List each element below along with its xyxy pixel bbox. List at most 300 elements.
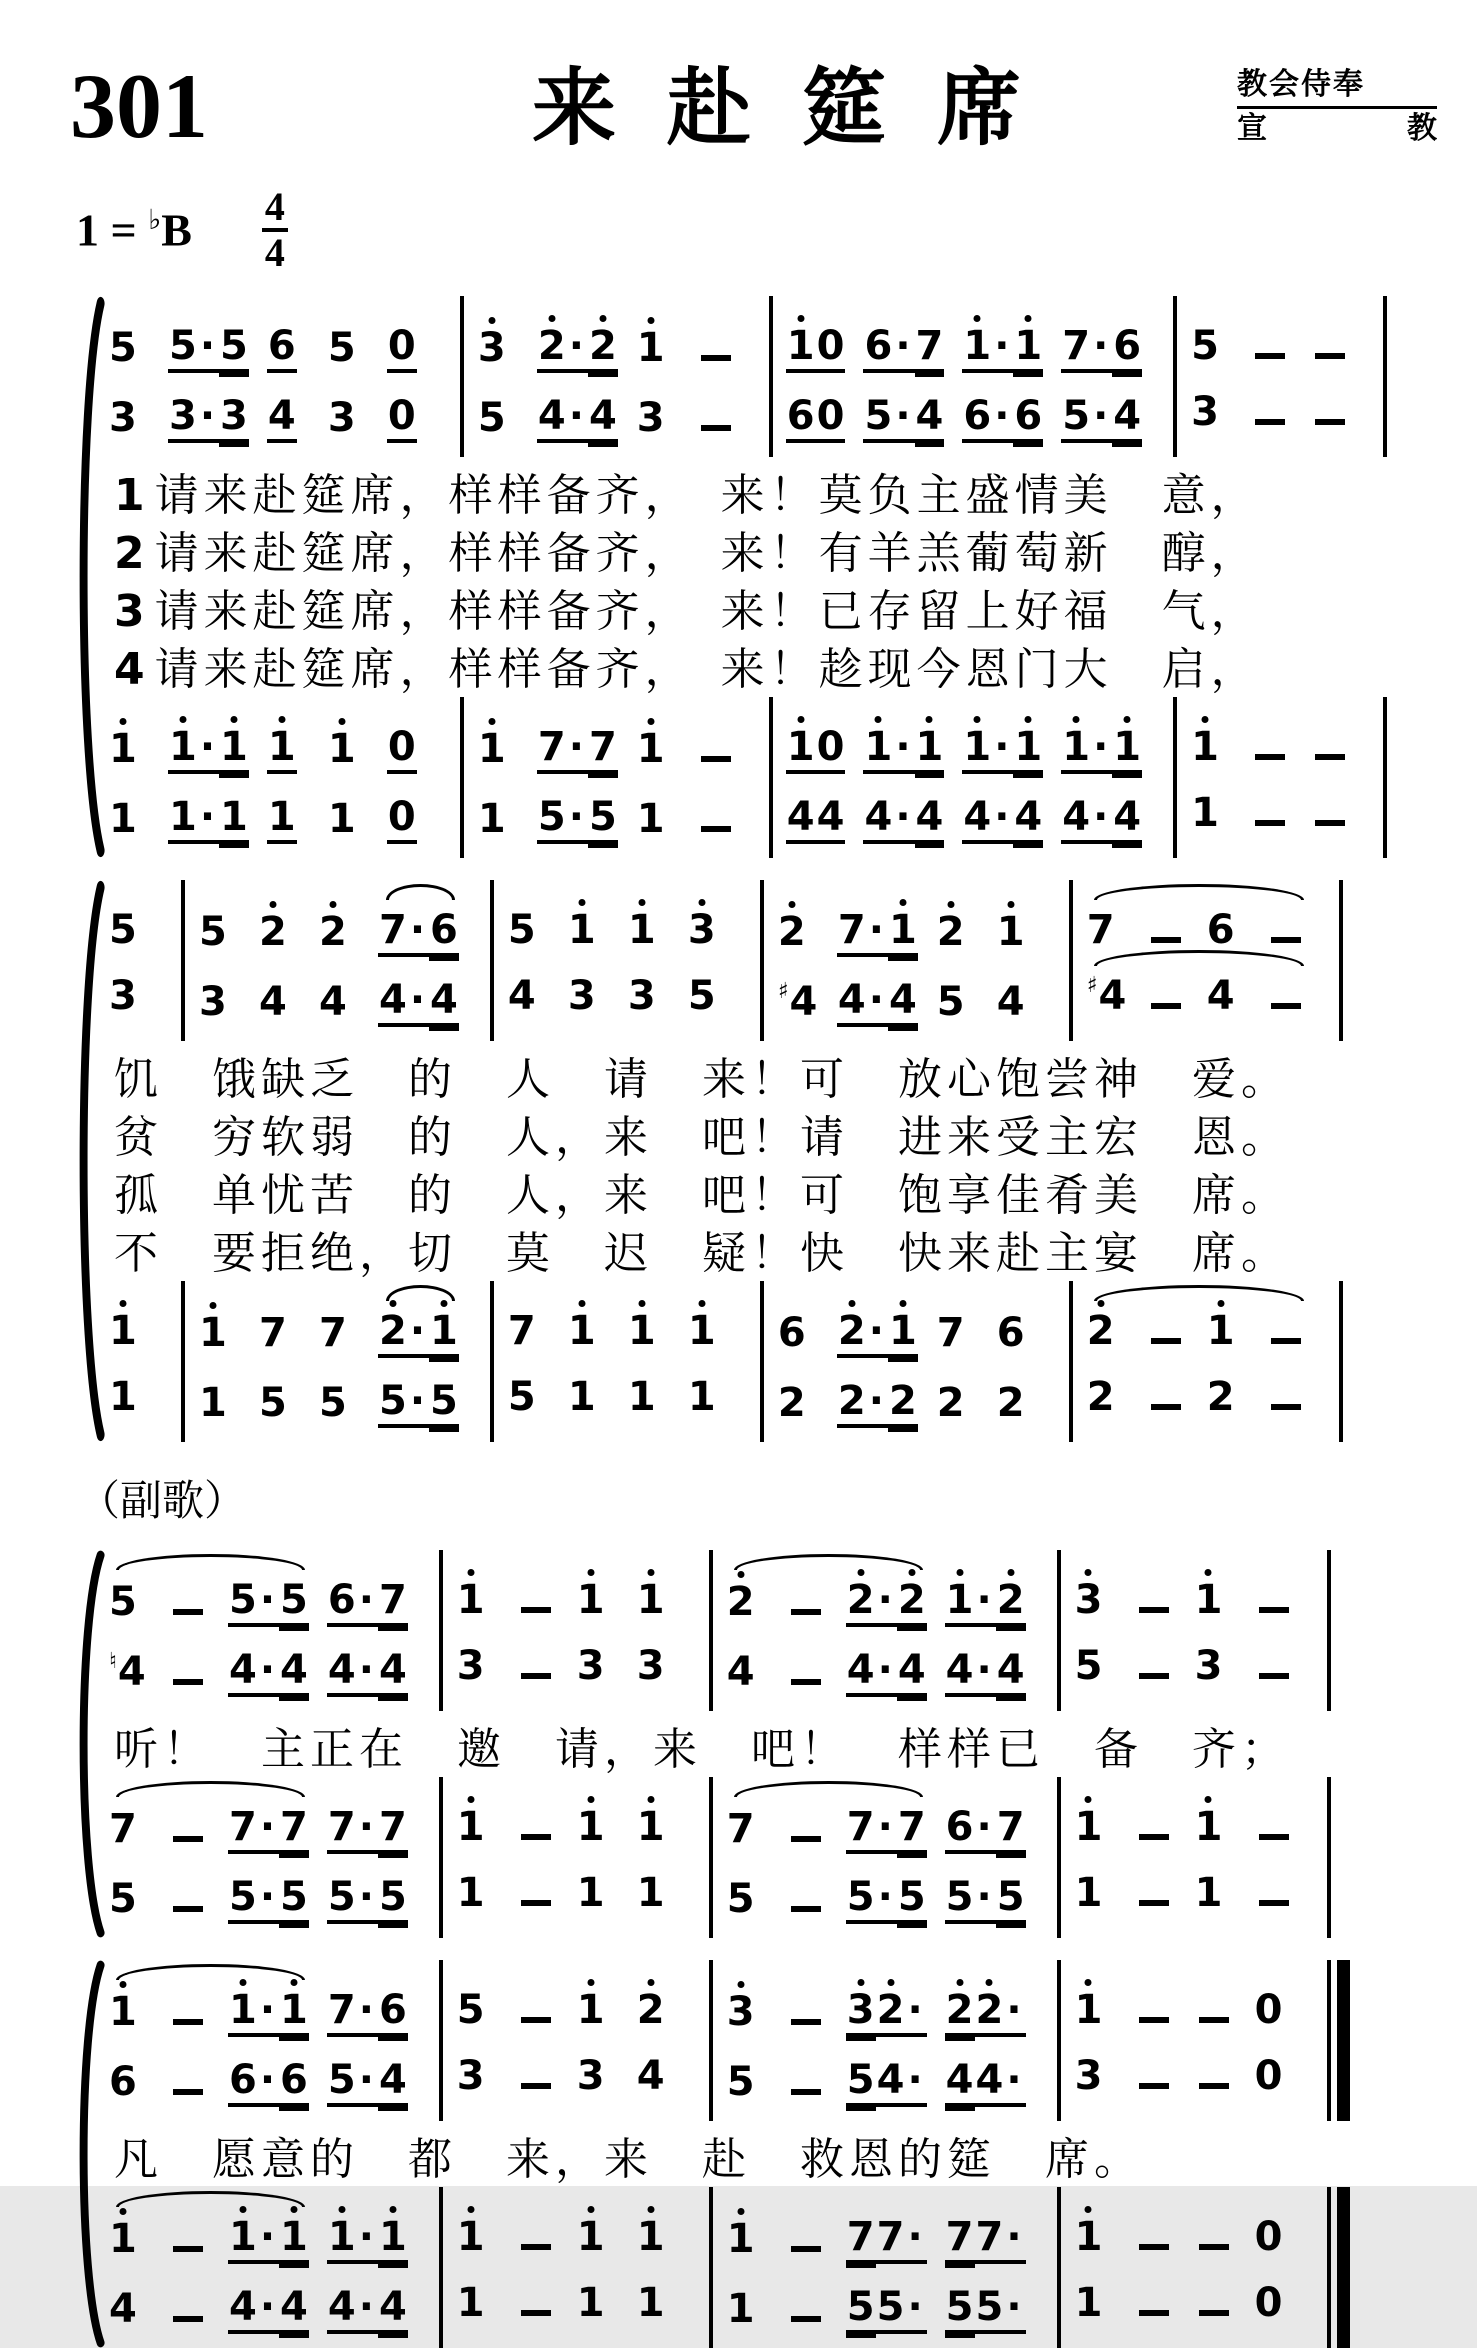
note-unit (726, 2286, 768, 2332)
alto-line (473, 387, 760, 457)
measure (782, 296, 1164, 457)
note-unit (516, 1577, 558, 1623)
note-digit: 2 (588, 323, 617, 369)
note-digit: 1 (627, 907, 656, 953)
note-unit (726, 1876, 768, 1922)
note-unit (786, 1649, 828, 1695)
note-token (588, 794, 618, 844)
note-digit: 1 (456, 1804, 485, 1850)
note-unit (945, 2214, 1026, 2264)
note-digit: 4 (109, 2286, 137, 2332)
note-digit: 1 (726, 2286, 755, 2332)
note-digit: 4 (229, 2284, 257, 2330)
note-digit: 1 (1194, 1577, 1223, 1623)
slur-arc (1086, 907, 1326, 953)
note-token (962, 323, 1013, 373)
note-digit: 1 (636, 2280, 665, 2326)
tenor-line (773, 1281, 1060, 1372)
staff-pair (104, 1960, 1437, 2121)
alto-line (104, 967, 172, 1033)
dash-extension (517, 2217, 555, 2257)
note-unit (1266, 907, 1308, 953)
note-token (267, 724, 297, 774)
dash-extension (169, 2219, 207, 2259)
note-digit: 1 (199, 1380, 227, 1426)
dash-bar (1315, 353, 1345, 359)
tenor-line (194, 1281, 481, 1372)
note-token (378, 1874, 408, 1924)
note-digit: 2 (996, 1577, 1025, 1623)
note-token (198, 979, 228, 1025)
note-token (168, 393, 219, 443)
note-token (228, 1577, 279, 1627)
dash-bar (521, 1607, 551, 1613)
note-token (279, 1647, 309, 1697)
note-unit (1194, 2280, 1236, 2326)
note-unit (636, 796, 678, 842)
note-token (996, 909, 1026, 955)
note-digit: 1 (1014, 323, 1043, 369)
lyrics-block (114, 2123, 1437, 2184)
note-token (786, 1876, 826, 1922)
dash-extension (1195, 2217, 1233, 2257)
note-token (996, 1577, 1026, 1627)
note-digit: 6 (280, 2057, 308, 2103)
dash-bar (173, 1836, 203, 1842)
note-digit: 4 (1098, 973, 1127, 1019)
dash-extension (169, 1809, 207, 1849)
note-token (1112, 724, 1142, 774)
end-barline (1327, 1777, 1331, 1938)
note-digit: 3 (576, 1643, 605, 1689)
dash-extension (1311, 793, 1349, 833)
note-digit: 4 (378, 1647, 407, 1693)
note-token (1134, 2214, 1174, 2260)
note-unit (1310, 389, 1352, 435)
note-token (1134, 1987, 1174, 2033)
end-barline (1339, 880, 1343, 1041)
augmentation-dot: · (1006, 2057, 1022, 2103)
note-unit (108, 1649, 150, 1695)
note-token (1061, 393, 1112, 443)
note-unit (1266, 1308, 1308, 1354)
note-digit: 1 (636, 2214, 665, 2260)
note-digit: 4 (378, 2057, 407, 2103)
note-digit: 0 (387, 794, 416, 840)
soprano-line (773, 880, 1060, 971)
note-digit: 7 (319, 1310, 347, 1356)
barline (1057, 1960, 1061, 2121)
note-digit: 5 (477, 395, 506, 441)
dash-extension (1251, 392, 1289, 432)
note-token (1310, 389, 1350, 435)
category-line2-left: 宣 (1237, 111, 1267, 145)
note-unit (327, 726, 369, 772)
note-token (837, 977, 888, 1027)
note-unit (1061, 794, 1142, 844)
note-digit: 1 (456, 2280, 485, 2326)
measure (1082, 880, 1330, 1041)
note-token (327, 726, 357, 772)
note-digit: 6 (777, 1310, 806, 1356)
note-token (378, 1647, 408, 1697)
note-token (1074, 1643, 1104, 1689)
soprano-line (452, 1550, 700, 1637)
measure (104, 697, 451, 858)
note-digit: 6 (430, 907, 458, 953)
note-token (537, 724, 588, 774)
dash-bar (173, 1609, 203, 1615)
note-unit (846, 1647, 927, 1697)
note-token (327, 1577, 378, 1627)
dash-bar (1151, 1338, 1181, 1344)
soprano-line (1070, 1960, 1318, 2047)
measure (503, 880, 751, 1041)
verse-text: 听！ 主正在 邀 请，来 吧！ 样样已 备 齐； (114, 1725, 1290, 1774)
dash-extension (1147, 1377, 1185, 1417)
dash-extension (697, 328, 735, 368)
note-token (1134, 2053, 1174, 2099)
note-token (108, 1374, 138, 1420)
barline (181, 1281, 185, 1442)
note-token (1266, 973, 1306, 1019)
tenor-line (722, 1777, 1048, 1868)
note-token (777, 979, 819, 1025)
note-unit (863, 323, 944, 373)
note-token (636, 726, 666, 772)
note-token (945, 2214, 975, 2264)
barline-thin (1339, 880, 1343, 1041)
note-token (1250, 724, 1290, 770)
note-unit (456, 2053, 498, 2099)
bass-line (1186, 784, 1374, 850)
note-unit (837, 1378, 918, 1428)
note-digit: 5 (846, 2284, 875, 2330)
note-digit: 2 (876, 1987, 905, 2033)
alto-line (104, 1641, 430, 1711)
note-digit: 4 (996, 1647, 1025, 1693)
note-digit: 0 (1254, 1987, 1283, 2033)
note-unit (168, 2059, 210, 2105)
note-unit (228, 2214, 309, 2264)
note-unit (567, 973, 609, 1019)
note-digit: 5 (846, 2057, 875, 2103)
augmentation-dot: · (877, 1577, 893, 1623)
bass-line (782, 788, 1164, 858)
note-digit: 5 (507, 1374, 536, 1420)
note-unit (786, 2216, 828, 2262)
note-digit: 7 (588, 724, 617, 770)
note-unit (108, 1804, 150, 1854)
note-digit: 6 (109, 2059, 137, 2105)
note-digit: 4 (846, 1647, 875, 1693)
note-unit (576, 1870, 618, 1916)
note-digit: 0 (816, 393, 845, 439)
augmentation-dot: · (568, 794, 584, 840)
note-token (1013, 323, 1043, 373)
score (70, 296, 1437, 2348)
note-digit: 4 (259, 979, 287, 1025)
dash-bar (701, 425, 731, 431)
tenor-line (452, 1777, 700, 1864)
category-label (1237, 68, 1437, 146)
dash-extension (517, 1990, 555, 2030)
note-unit (1254, 2280, 1296, 2326)
note-token (387, 794, 417, 844)
key-and-meter-row (76, 186, 1437, 274)
note-unit (168, 393, 249, 443)
augmentation-dot: · (1006, 2214, 1022, 2260)
alto-line (782, 387, 1164, 457)
augmentation-dot: · (994, 794, 1010, 840)
flat-sign: ♭ (148, 204, 162, 236)
note-unit (786, 1989, 828, 2035)
note-unit (636, 2053, 678, 2099)
note-unit (228, 1647, 309, 1697)
end-barline (1339, 1281, 1343, 1442)
final-barline (1327, 2187, 1350, 2348)
note-token (726, 1876, 756, 1922)
tenor-line (1070, 1777, 1318, 1864)
note-unit (1250, 323, 1292, 369)
note-digit: 4 (319, 979, 347, 1025)
note-token (846, 1804, 897, 1854)
note-unit (687, 1308, 729, 1354)
staff-pair (104, 296, 1437, 457)
note-token (962, 393, 1013, 443)
note-token (168, 2286, 208, 2332)
note-digit: 1 (636, 726, 665, 772)
dash-extension (169, 2062, 207, 2102)
note-digit: 5 (229, 1874, 257, 1920)
verse-line (114, 1217, 1437, 1278)
note-digit: 1 (996, 909, 1025, 955)
dash-bar (791, 1679, 821, 1685)
dash-bar (791, 2089, 821, 2095)
dash-bar (1271, 1338, 1301, 1344)
note-token (258, 909, 288, 955)
soprano-line (1186, 296, 1374, 383)
note-unit (228, 2284, 309, 2334)
note-unit (507, 1374, 549, 1420)
note-token (228, 1804, 279, 1854)
note-unit (168, 2286, 210, 2332)
measure (104, 1960, 430, 2121)
note-token (962, 794, 1013, 844)
note-unit (108, 1577, 150, 1627)
measure (104, 880, 172, 1041)
note-unit (516, 1804, 558, 1850)
note-unit (516, 1987, 558, 2033)
bass-line (722, 1868, 1048, 1938)
note-token (1194, 1577, 1224, 1623)
note-unit (936, 1380, 978, 1426)
note-token (777, 909, 807, 955)
note-token (108, 1989, 138, 2035)
note-token (456, 2053, 486, 2099)
note-unit (387, 724, 429, 774)
verse-text: 请来赴筵席，样样备齐， 来！莫负主盛情美 意， (154, 471, 1260, 520)
note-digit: 1 (567, 907, 596, 953)
note-unit (1266, 1374, 1308, 1420)
note-token (429, 907, 459, 957)
note-token (786, 2286, 826, 2332)
note-token (567, 1374, 597, 1420)
note-unit (1086, 1308, 1128, 1354)
note-digit: 1 (576, 1870, 605, 1916)
dash-bar (521, 2083, 551, 2089)
note-digit: 6 (327, 1577, 356, 1623)
note-digit: 1 (915, 724, 944, 770)
note-digit: 1 (1191, 790, 1219, 836)
note-unit (228, 1987, 309, 2037)
note-digit: 1 (327, 2214, 356, 2260)
note-token (1254, 1577, 1294, 1623)
dash-bar (1199, 2310, 1229, 2316)
note-token (228, 1987, 279, 2037)
dash-extension (1135, 1807, 1173, 1847)
note-digit: 1 (576, 1804, 605, 1850)
dash-bar (791, 1906, 821, 1912)
brace-curve-icon (70, 1960, 104, 2348)
note-token (915, 724, 945, 774)
header (70, 55, 1437, 157)
dash-bar (1139, 2310, 1169, 2316)
note-unit (786, 2286, 828, 2332)
dash-extension (1311, 326, 1349, 366)
note-unit (258, 979, 300, 1025)
note-digit: 1 (1062, 724, 1091, 770)
note-digit: 1 (109, 1308, 137, 1354)
note-token (945, 1647, 996, 1697)
augmentation-dot: · (895, 323, 911, 369)
augmentation-dot: · (976, 1647, 992, 1693)
note-unit (168, 724, 249, 774)
note-unit (627, 973, 669, 1019)
end-barline (1383, 697, 1387, 858)
note-unit (962, 794, 1043, 844)
key-letter: B (161, 204, 192, 256)
note-digit: 1 (636, 796, 665, 842)
augmentation-dot: · (895, 724, 911, 770)
note-token (996, 1380, 1026, 1426)
note-token (726, 2216, 756, 2262)
note-unit (108, 1876, 150, 1922)
measure (722, 1960, 1048, 2121)
note-unit (378, 1308, 459, 1358)
note-unit (726, 1649, 768, 1695)
augmentation-dot: · (877, 1647, 893, 1693)
note-unit (168, 794, 249, 844)
note-digit: 1 (199, 1310, 227, 1356)
note-digit: 5 (726, 1876, 755, 1922)
note-digit: 7 (327, 1987, 356, 2033)
note-digit: 4 (1062, 794, 1091, 840)
note-digit: 7 (846, 2214, 875, 2260)
dash-bar (1139, 1607, 1169, 1613)
dash-extension (1195, 2283, 1233, 2323)
soprano-line (1070, 1550, 1318, 1637)
note-digit: 0 (816, 724, 845, 770)
note-token (945, 1874, 996, 1924)
note-token (567, 1308, 597, 1354)
barline (709, 2187, 713, 2348)
augmentation-dot: · (199, 794, 216, 840)
dash-extension (517, 1807, 555, 1847)
note-token (1134, 1577, 1174, 1623)
note-digit: 6 (1206, 907, 1235, 953)
note-unit (777, 1310, 819, 1356)
note-token (915, 393, 945, 443)
system-4 (70, 1960, 1437, 2348)
note-unit (786, 724, 846, 774)
tenor-line (1186, 697, 1374, 784)
note-unit (1206, 973, 1248, 1019)
note-digit: 1 (109, 726, 137, 772)
dash-bar (1255, 820, 1285, 826)
note-token (996, 979, 1026, 1025)
tenor-line (1082, 1281, 1330, 1368)
note-digit: 1 (1014, 724, 1043, 770)
note-digit: 1 (576, 2280, 605, 2326)
tenor-line (104, 2187, 430, 2278)
bass-line (104, 788, 451, 858)
barline (439, 1777, 443, 1938)
slur-arc (108, 1987, 327, 2037)
alto-line (104, 2051, 430, 2121)
note-digit: 2 (897, 1577, 926, 1623)
note-unit (846, 2284, 927, 2334)
note-token (1112, 323, 1142, 373)
final-barline (1327, 1960, 1350, 2121)
augmentation-dot: · (199, 724, 216, 770)
note-token (996, 1647, 1026, 1697)
note-unit (327, 1804, 408, 1854)
note-digit: 4 (280, 2284, 308, 2330)
dash-extension (787, 1809, 825, 1849)
dash-extension (787, 2219, 825, 2259)
note-unit (1074, 2280, 1116, 2326)
note-unit (1310, 724, 1352, 770)
note-digit: 6 (229, 2057, 257, 2103)
measure (782, 697, 1164, 858)
note-token (915, 794, 945, 844)
note-token (378, 1804, 408, 1854)
dash-bar (1139, 2083, 1169, 2089)
note-token (219, 393, 249, 443)
note-unit (1074, 2053, 1116, 2099)
note-token (1194, 1643, 1224, 1689)
note-unit (1074, 1643, 1116, 1689)
note-unit (1254, 2053, 1296, 2099)
verse-text: 贫 穷软弱 的 人，来 吧！请 进来受主宏 恩。 (114, 1113, 1290, 1162)
augmentation-dot: · (1093, 724, 1109, 770)
verse-text: 凡 愿意的 都 来，来 赴 救恩的筵 席。 (114, 2135, 1143, 2184)
note-token (267, 323, 297, 373)
note-token (1206, 1308, 1236, 1354)
note-token (168, 1579, 208, 1625)
verse-text: 请来赴筵席，样样备齐， 来！趁现今恩门大 启， (154, 645, 1260, 694)
augmentation-dot: · (994, 393, 1010, 439)
note-digit: 7 (259, 1310, 287, 1356)
tenor-line (1070, 2187, 1318, 2274)
dash-bar (173, 1679, 203, 1685)
augmentation-dot: · (568, 724, 584, 770)
system-brace (70, 880, 104, 1442)
note-unit (198, 979, 240, 1025)
augmentation-dot: · (199, 323, 216, 369)
note-digit: 2 (726, 1579, 755, 1625)
